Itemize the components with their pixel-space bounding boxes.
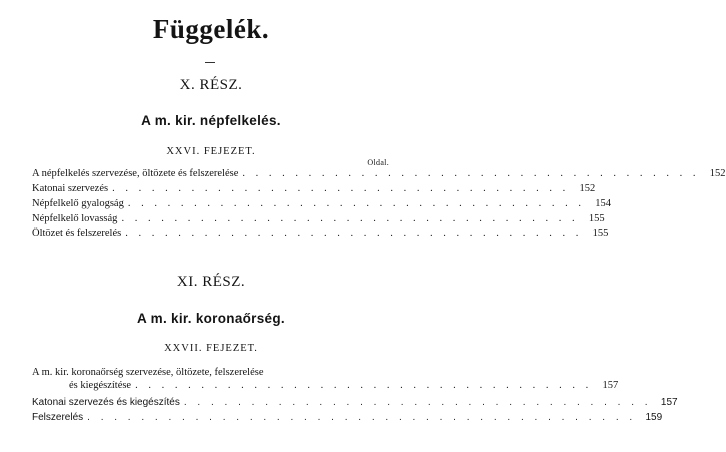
- dot-leader: . . . . . . . . . . . . . . . . . . . . . . . . . . . . . . . . . . .: [135, 380, 593, 391]
- toc-entry-page: 157: [660, 397, 678, 408]
- toc-entry-label: Felszerelés: [32, 412, 84, 423]
- toc-entry-label: és kiegészítése: [69, 380, 132, 391]
- dot-leader: . . . . . . . . . . . . . . . . . . . . . . . . . . . . . . . . . . . . . . . . .: [87, 412, 637, 423]
- toc-entry: [32, 395, 678, 409]
- dot-leader: . . . . . . . . . . . . . . . . . . . . . . . . . . . . . . . . . . .: [125, 228, 583, 239]
- dot-leader: . . . . . . . . . . . . . . . . . . . . . . . . . . . . . . . . . . .: [121, 213, 579, 224]
- toc-entry: [32, 410, 663, 424]
- toc-entry-label: Népfelkelő lovasság: [32, 213, 118, 224]
- toc-entry-page: 155: [592, 228, 609, 239]
- page-title: Függelék.: [152, 14, 270, 44]
- toc-entry-page: 159: [645, 412, 663, 423]
- dot-leader: . . . . . . . . . . . . . . . . . . . . . . . . . . . . . . . . . . .: [183, 397, 652, 408]
- toc-entry: [32, 226, 609, 240]
- part-xi-subtitle: A m. kir. koronaőrség.: [137, 311, 285, 326]
- toc-entry-page: 155: [588, 213, 605, 224]
- part-x-subtitle: A m. kir. népfelkelés.: [141, 113, 281, 128]
- part-x-title: X. RÉSZ.: [179, 77, 243, 93]
- toc-entry-page: 152: [709, 168, 726, 179]
- toc-entry-page: 152: [579, 183, 596, 194]
- toc-entry-label: Katonai szervezés és kiegészítés: [32, 397, 180, 408]
- toc-entry-label: Katonai szervezés: [32, 183, 109, 194]
- toc-entry: [32, 196, 611, 210]
- toc-entry: [32, 166, 726, 180]
- toc-entry: [32, 211, 605, 225]
- toc-entry: [69, 378, 619, 392]
- title-divider: [205, 62, 215, 63]
- part-xi-title: XI. RÉSZ.: [176, 274, 246, 290]
- toc-entry-page: 154: [595, 198, 611, 209]
- toc-entry-label: Népfelkelő gyalogság: [32, 198, 124, 209]
- dot-leader: . . . . . . . . . . . . . . . . . . . . . . . . . . . . . . . . . . .: [127, 198, 585, 209]
- chapter-xxvii-heading: XXVII. FEJEZET.: [164, 343, 258, 354]
- dot-leader: . . . . . . . . . . . . . . . . . . . . . . . . . . . . . . . . . . .: [242, 168, 700, 179]
- toc-entry-page: 157: [602, 380, 619, 391]
- toc-entry: [32, 181, 596, 195]
- toc-entry-label: A népfelkelés szervezése, öltözete és felszerelése: [32, 168, 239, 179]
- toc-entry-label-line1: A m. kir. koronaőrség szervezése, öltözete, felszerelése: [32, 367, 264, 378]
- page-column-header: Oldal.: [367, 158, 389, 167]
- toc-entry-label: Öltözet és felszerelés: [32, 228, 122, 239]
- chapter-xxvi-heading: XXVI. FEJEZET.: [166, 146, 256, 157]
- dot-leader: . . . . . . . . . . . . . . . . . . . . . . . . . . . . . . . . . . .: [112, 183, 570, 194]
